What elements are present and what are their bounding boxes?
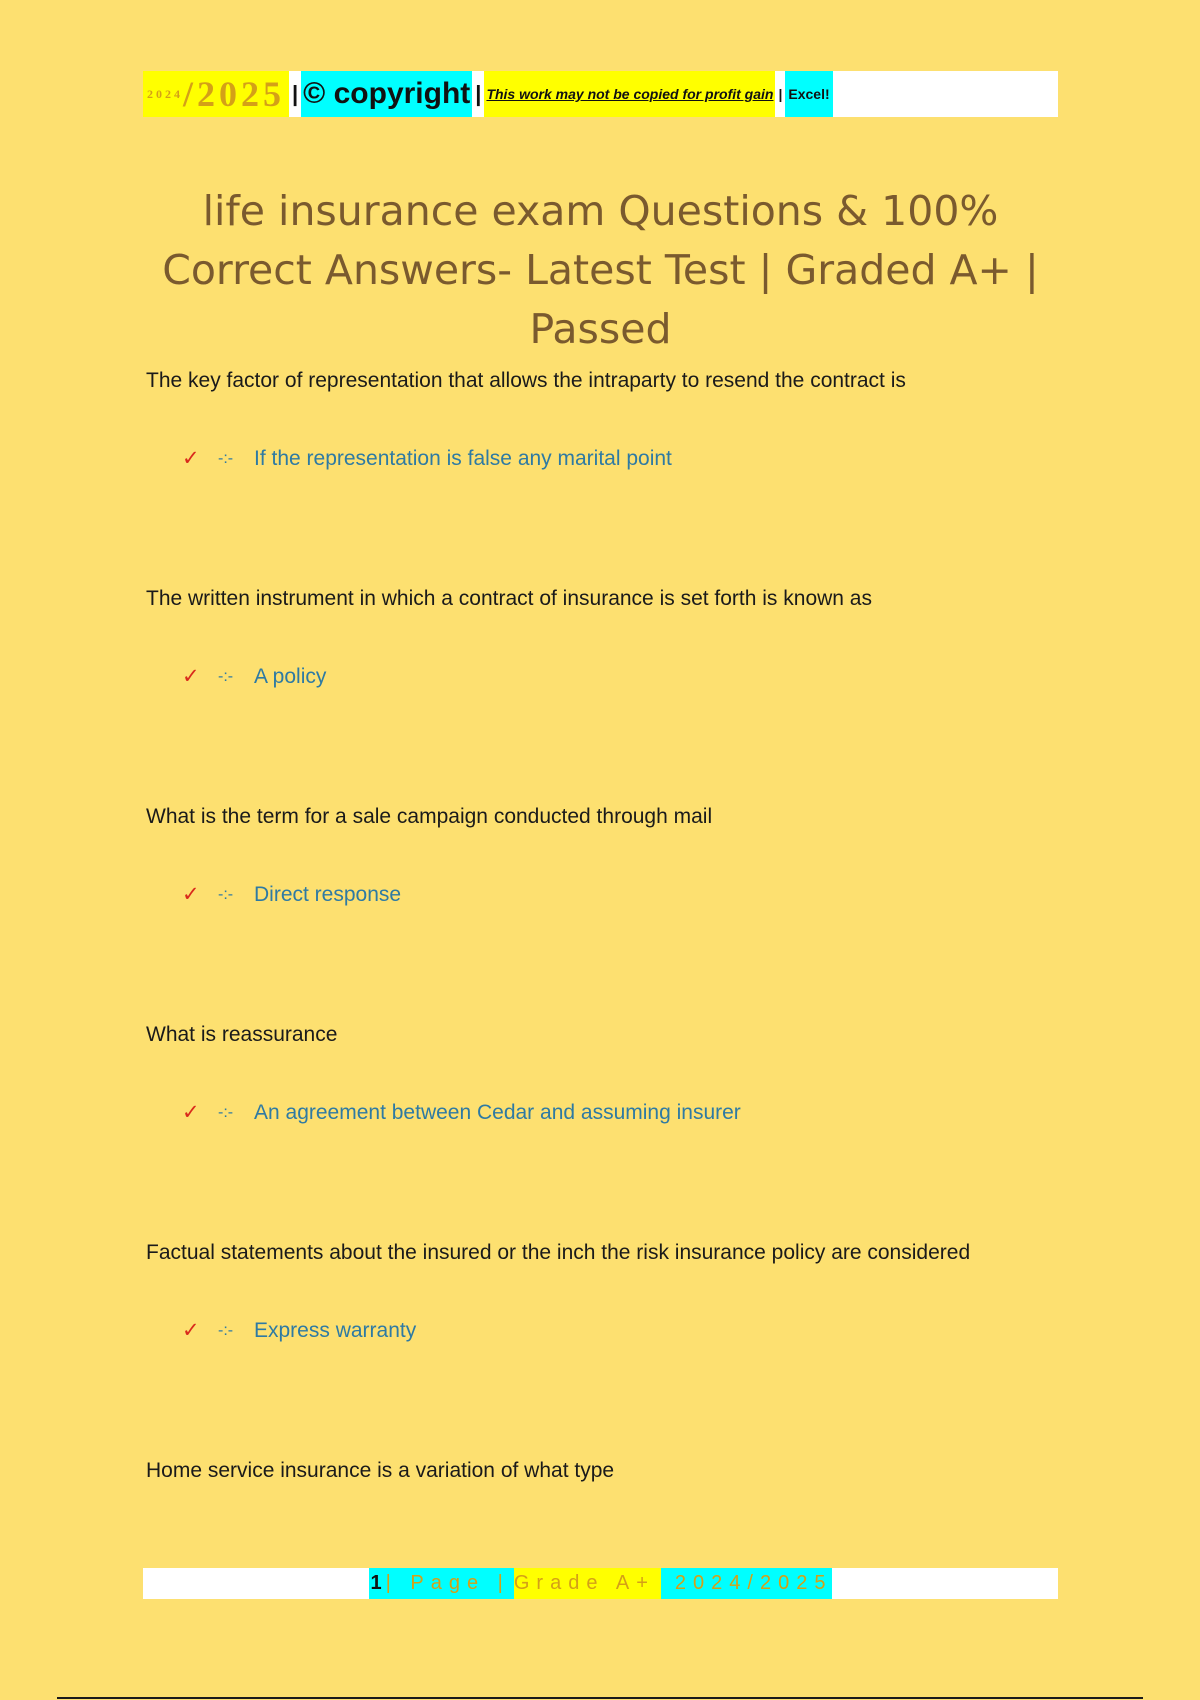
answer-item (182, 664, 326, 689)
answer-item (182, 1318, 416, 1343)
answer-text: A policy (254, 664, 327, 688)
header-year-small: 2024 (147, 86, 183, 101)
document-title: life insurance exam Questions & 100% Correct Answers- Latest Test | Graded A+ | Passed (162, 187, 1039, 353)
header-separator: | (292, 81, 299, 106)
answer-text: If the representation is false any marital point (254, 446, 672, 470)
check-icon: ✓ (182, 665, 200, 688)
bottom-divider (57, 1697, 1143, 1699)
header-separator: | (778, 86, 783, 102)
answer-text: Direct response (254, 882, 402, 906)
question-text: The key factor of representation that allows the intraparty to resend the contract is (146, 369, 906, 392)
footer-banner (143, 1568, 1058, 1599)
answer-marker: -:- (218, 1321, 234, 1339)
question-text: The written instrument in which a contract of insurance is set forth is known as (146, 587, 872, 610)
page-label: | Page | (385, 1572, 510, 1594)
question-text: Home service insurance is a variation of what type (146, 1459, 615, 1482)
question-text: What is the term for a sale campaign conducted through mail (146, 805, 713, 828)
answer-marker: -:- (218, 885, 234, 903)
answer-text: Express warranty (254, 1318, 417, 1342)
header-year (143, 71, 289, 117)
answer-item (182, 882, 401, 907)
check-icon: ✓ (182, 1319, 200, 1342)
answer-marker: -:- (218, 667, 234, 685)
answer-marker: -:- (218, 1103, 234, 1121)
brand-label: Excel! (785, 71, 832, 117)
footer-page-info (369, 1568, 514, 1599)
check-icon: ✓ (182, 447, 200, 470)
answer-marker: -:- (218, 449, 234, 467)
answer-item (182, 446, 672, 471)
page-number: 1 (370, 1572, 382, 1594)
header-separator: | (475, 81, 482, 106)
check-icon: ✓ (182, 1101, 200, 1124)
header-year-big: /2025 (183, 74, 286, 114)
answer-item (182, 1100, 741, 1125)
check-icon: ✓ (182, 883, 200, 906)
copyright-label: © copyright (301, 71, 472, 117)
copy-notice: This work may not be copied for profit gain (484, 71, 775, 117)
footer-year: 2024/2025 (661, 1568, 833, 1599)
question-text: Factual statements about the insured or the inch the risk insurance policy are considered (146, 1241, 971, 1264)
footer-grade: Grade A+ (514, 1568, 661, 1599)
answer-text: An agreement between Cedar and assuming insurer (254, 1100, 741, 1124)
header-banner (143, 71, 1058, 117)
question-text: What is reassurance (146, 1023, 338, 1046)
